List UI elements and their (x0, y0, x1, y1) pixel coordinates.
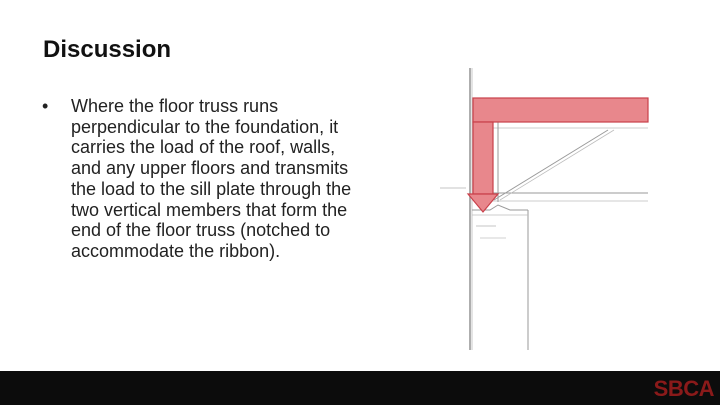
slide-title: Discussion (43, 36, 172, 63)
bullet-item (42, 96, 362, 262)
bullet-dot: • (42, 96, 49, 116)
sbca-logo: SBCA (653, 376, 714, 401)
web-diagonal-2 (500, 130, 614, 200)
truss-load-diagram (440, 60, 655, 355)
load-band (473, 98, 648, 122)
bullet-text: Where the floor truss runs perpendicular to the foundation, it carries the load of the roof, walls, and any upper floors and transmits the load to the sill plate through the two vertical members that form the end of the floor truss (notched to accommodate the ribbon). (71, 96, 352, 261)
bullet-list (42, 96, 362, 262)
footer-bar (0, 371, 720, 405)
web-diagonal (494, 130, 608, 200)
load-arrow-shaft (473, 122, 493, 194)
load-arrow-head (468, 194, 498, 212)
